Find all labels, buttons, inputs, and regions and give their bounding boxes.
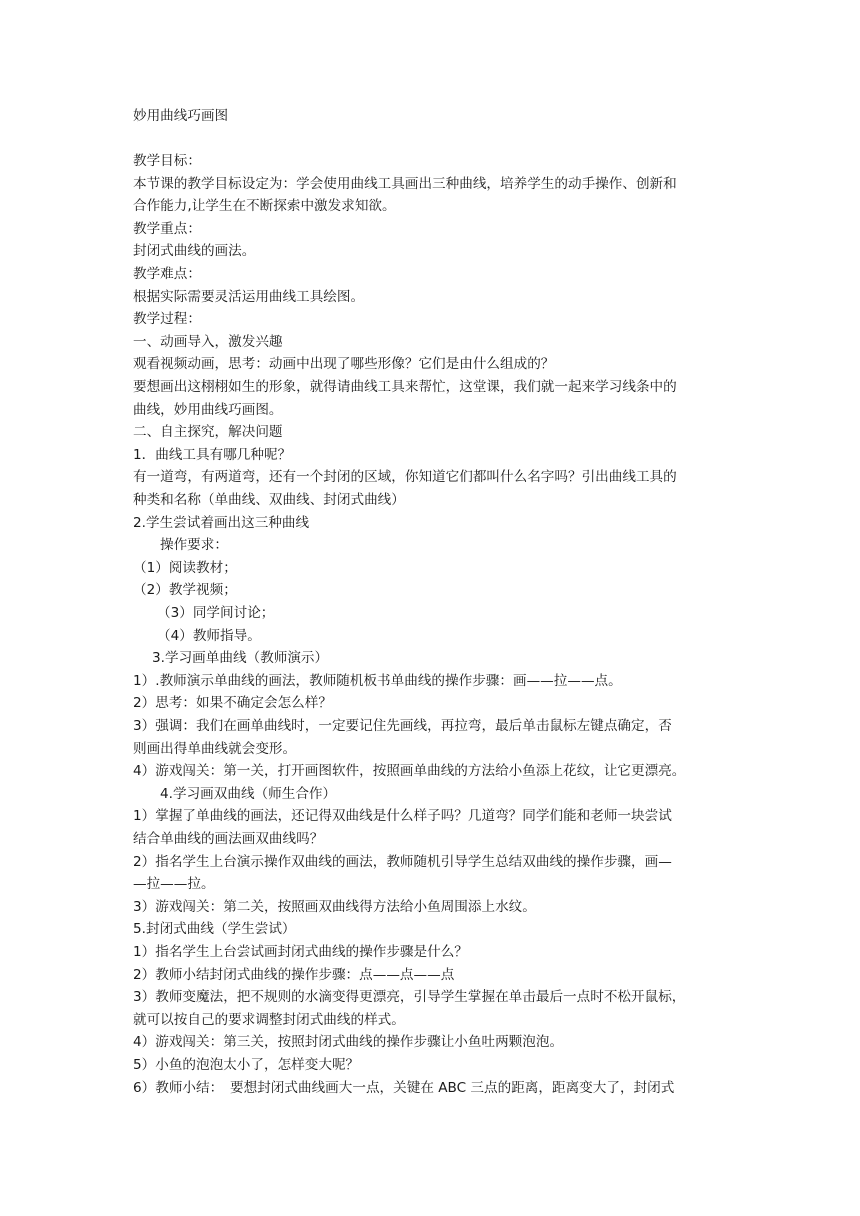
text-line: 要想画出这栩栩如生的形象，就得请曲线工具来帮忙，这堂课，我们就一起来学习线条中的 — [133, 379, 677, 395]
text-line: 4）游戏闯关：第三关，按照封闭式曲线的操作步骤让小鱼吐两颗泡泡。 — [133, 1034, 564, 1050]
text-line: 3.学习画单曲线（教师演示） — [152, 650, 329, 666]
text-line: 种类和名称（单曲线、双曲线、封闭式曲线） — [133, 492, 405, 508]
text-line: 1）.教师演示单曲线的画法，教师随机板书单曲线的操作步骤：画——拉——点。 — [133, 673, 622, 689]
text-line: 就可以按自己的要求调整封闭式曲线的样式。 — [133, 1012, 405, 1028]
text-line: 一、动画导入，激发兴趣 — [133, 334, 283, 350]
text-line: 1）掌握了单曲线的画法，还记得双曲线是什么样子吗？几道弯？同学们能和老师一块尝试 — [133, 808, 672, 824]
text-line: 教学目标： — [133, 153, 201, 169]
text-line: 3）教师变魔法，把不规则的水滴变得更漂亮，引导学生掌握在单击最后一点时不松开鼠标， — [133, 989, 686, 1005]
text-line: （4）教师指导。 — [157, 628, 261, 644]
text-line: 根据实际需要灵活运用曲线工具绘图。 — [133, 289, 365, 305]
text-line: 2）思考：如果不确定会怎么样？ — [133, 695, 332, 711]
text-line: 教学难点： — [133, 266, 201, 282]
text-line: 6）教师小结： 要想封闭式曲线画大一点，关键在 ABC 三点的距离，距离变大了，封闭式 — [133, 1080, 675, 1096]
text-line: 有一道弯，有两道弯，还有一个封闭的区域，你知道它们都叫什么名字吗？引出曲线工具的 — [133, 469, 677, 485]
text-line: 操作要求： — [160, 537, 228, 553]
text-line: 2.学生尝试着画出这三种曲线 — [133, 515, 310, 531]
text-line: （2）教学视频； — [133, 582, 237, 598]
text-line: 本节课的教学目标设定为：学会使用曲线工具画出三种曲线，培养学生的动手操作、创新和 — [133, 176, 677, 192]
text-line: 1．曲线工具有哪几种呢？ — [133, 447, 292, 463]
text-line: 教学重点： — [133, 221, 201, 237]
text-line: 2）教师小结封闭式曲线的操作步骤：点——点——点 — [133, 967, 455, 983]
text-line: （3）同学间讨论； — [157, 605, 275, 621]
text-line: 2）指名学生上台演示操作双曲线的画法，教师随机引导学生总结双曲线的操作步骤，画— — [133, 854, 672, 870]
text-line: 合作能力,让学生在不断探索中激发求知欲。 — [133, 198, 396, 214]
text-line: 4）游戏闯关：第一关，打开画图软件，按照画单曲线的方法给小鱼添上花纹，让它更漂亮。 — [133, 763, 686, 779]
text-line: —拉——拉。 — [133, 876, 215, 892]
text-line: 教学过程： — [133, 311, 201, 327]
text-line: 5）小鱼的泡泡太小了，怎样变大呢？ — [133, 1057, 360, 1073]
text-line: 曲线，妙用曲线巧画图。 — [133, 402, 283, 418]
text-line: （1）阅读教材； — [133, 560, 237, 576]
text-line: 3）游戏闯关：第二关，按照画双曲线得方法给小鱼周围添上水纹。 — [133, 899, 536, 915]
text-line: 3）强调：我们在画单曲线时，一定要记住先画线，再拉弯，最后单击鼠标左键点确定，否 — [133, 718, 672, 734]
text-line: 4.学习画双曲线（师生合作） — [160, 786, 337, 802]
document-title: 妙用曲线巧画图 — [133, 108, 229, 124]
text-line: 观看视频动画，思考：动画中出现了哪些形像？它们是由什么组成的？ — [133, 356, 555, 372]
text-line: 5.封闭式曲线（学生尝试） — [133, 921, 296, 937]
text-line: 二、自主探究，解决问题 — [133, 424, 283, 440]
text-line: 封闭式曲线的画法。 — [133, 243, 256, 259]
text-line: 结合单曲线的画法画双曲线吗？ — [133, 831, 324, 847]
text-line: 1）指名学生上台尝试画封闭式曲线的操作步骤是什么？ — [133, 944, 468, 960]
text-line: 则画出得单曲线就会变形。 — [133, 741, 297, 757]
